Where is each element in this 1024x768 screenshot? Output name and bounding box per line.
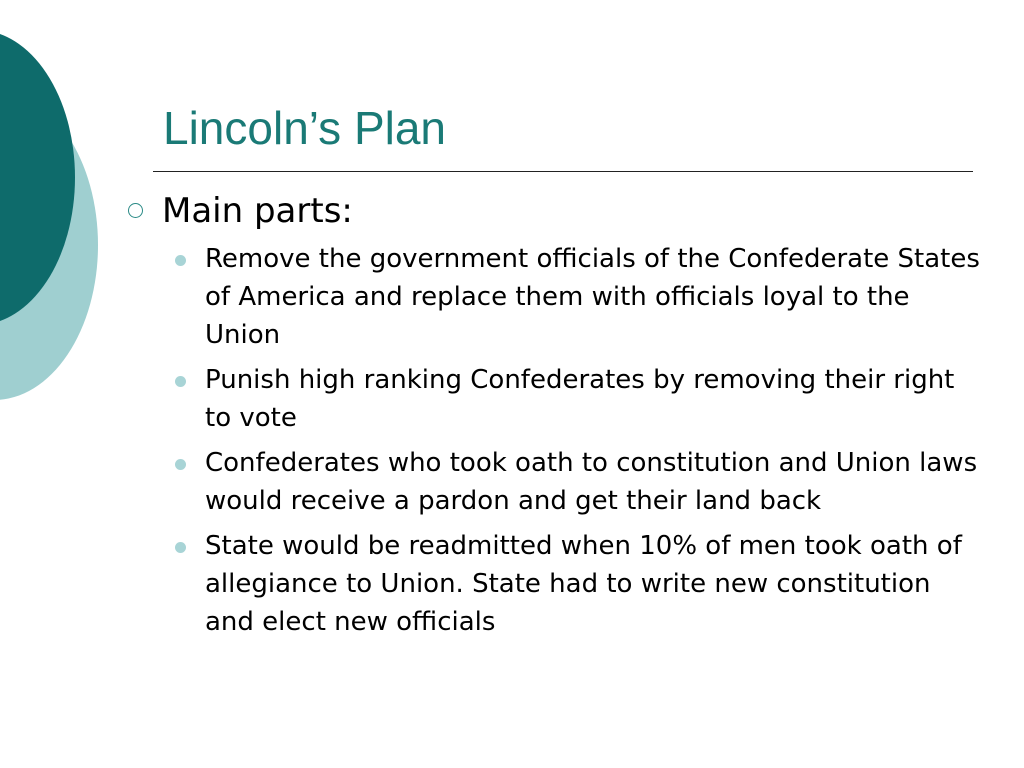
sub-bullet-text: Remove the government officials of the Confederate States of America and replace them with officials loyal to the Union — [205, 244, 980, 350]
title-divider — [153, 171, 973, 172]
sub-bullet-text: State would be readmitted when 10% of men took oath of allegiance to Union. State had to write new constitution and elect new officials — [205, 531, 962, 637]
sub-bullet-text: Punish high ranking Confederates by removing their right to vote — [205, 365, 955, 433]
slide-title: Lincoln’s Plan — [163, 102, 447, 154]
sub-bullet-item — [125, 361, 985, 437]
dot-bullet-icon — [175, 459, 186, 470]
sub-bullet-list — [125, 240, 985, 641]
sub-bullet-text: Confederates who took oath to constitution and Union laws would receive a pardon and get their land back — [205, 448, 978, 516]
sub-bullet-item — [125, 444, 985, 520]
dot-bullet-icon — [175, 542, 186, 553]
sub-bullet-item — [125, 240, 985, 354]
main-bullet — [125, 188, 985, 234]
dot-bullet-icon — [175, 255, 186, 266]
ring-bullet-icon — [128, 203, 143, 218]
dot-bullet-icon — [175, 376, 186, 387]
main-bullet-text: Main parts: — [162, 191, 353, 231]
sub-bullet-item — [125, 527, 985, 641]
slide-content — [125, 188, 985, 648]
